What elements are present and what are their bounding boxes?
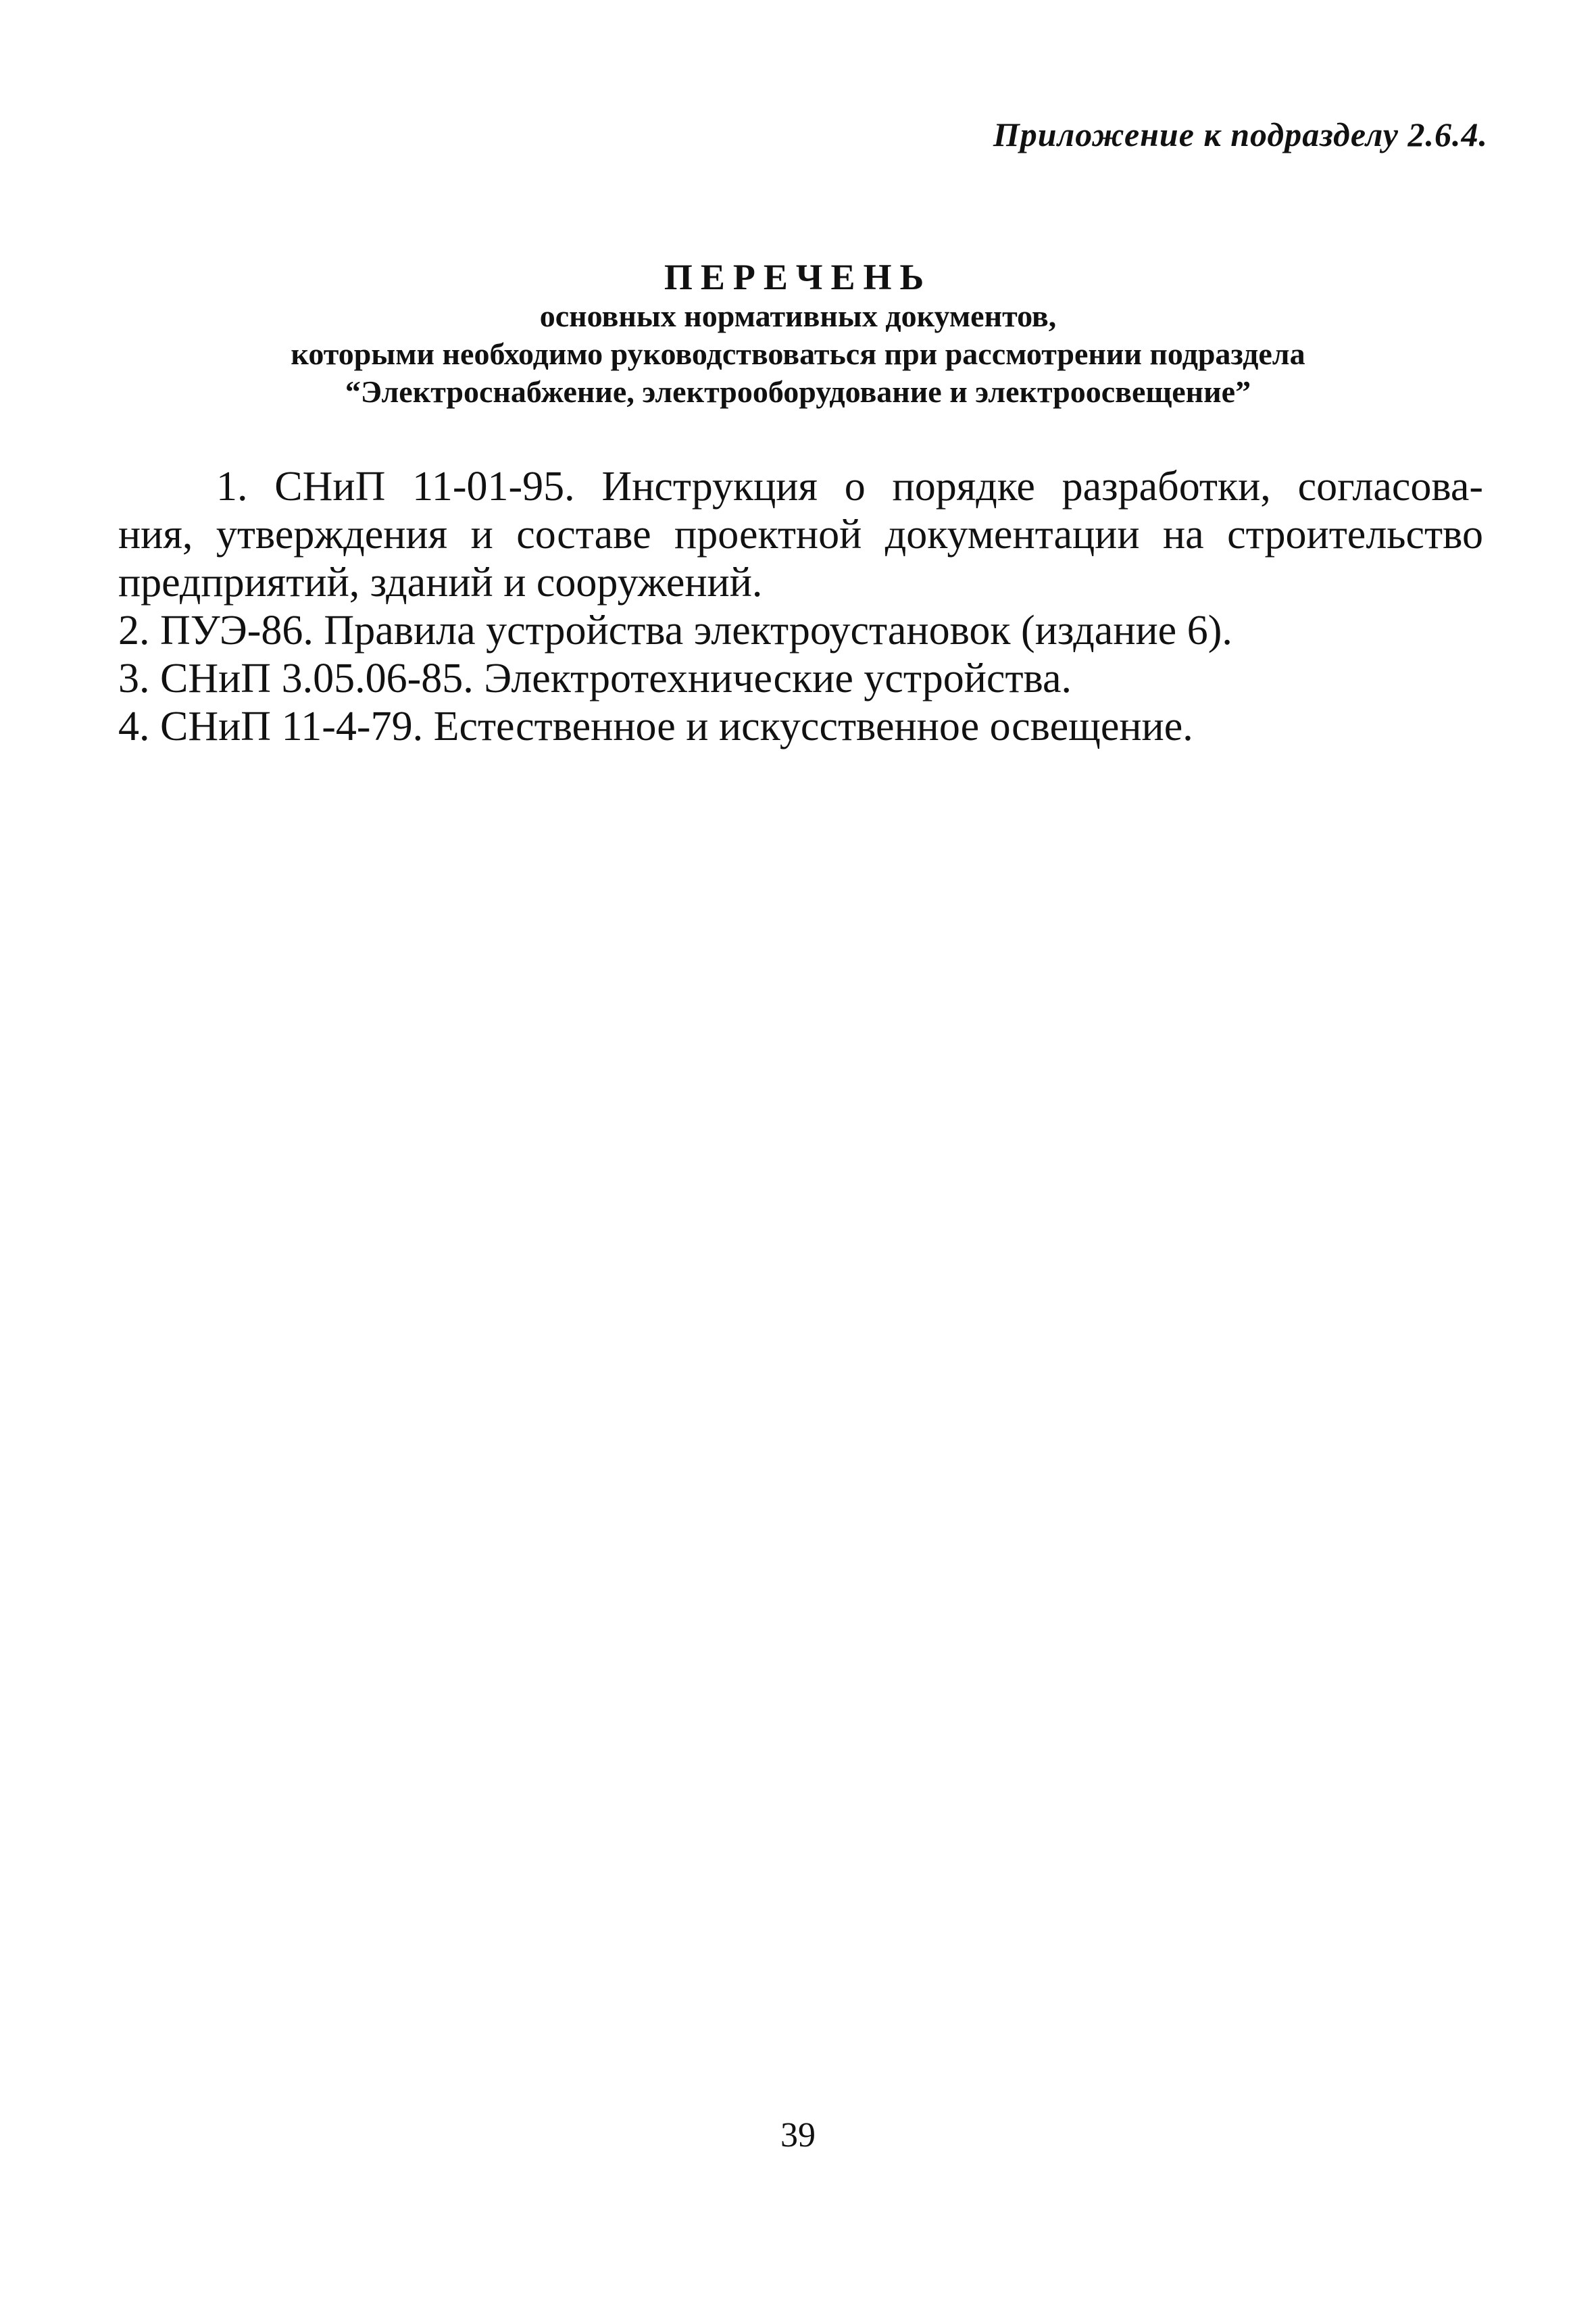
title-subline-1: основных нормативных документов, [539,299,1057,333]
document-title: ПЕРЕЧЕНЬ [664,257,932,297]
list-item: 4. СНиП 11-4-79. Естественное и искусственное освещение. [118,704,1193,749]
title-block [115,257,1481,411]
title-subline-2: которыми необходимо руководствоваться при рассмотрении подраздела [291,337,1305,371]
list-item-line: 1. СНиП 11-01-95. Инструкция о порядке разработки, согласова- [216,464,1483,510]
page-number: 39 [780,2116,816,2155]
list-item-line: предприятий, зданий и сооружений. [118,560,763,606]
appendix-note: Приложение к подразделу 2.6.4. [993,116,1488,153]
list-item-line: ния, утверждения и составе проектной документации на строительство [118,512,1483,558]
list-item: 2. ПУЭ-86. Правила устройства электроустановок (издание 6). [118,608,1232,654]
list-item [118,463,1483,607]
title-subline-3: “Электроснабжение, электрооборудование и электроосвещение” [345,374,1251,409]
list-item: 3. СНиП 3.05.06-85. Электротехнические устройства. [118,656,1072,701]
documents-list [118,463,1483,751]
